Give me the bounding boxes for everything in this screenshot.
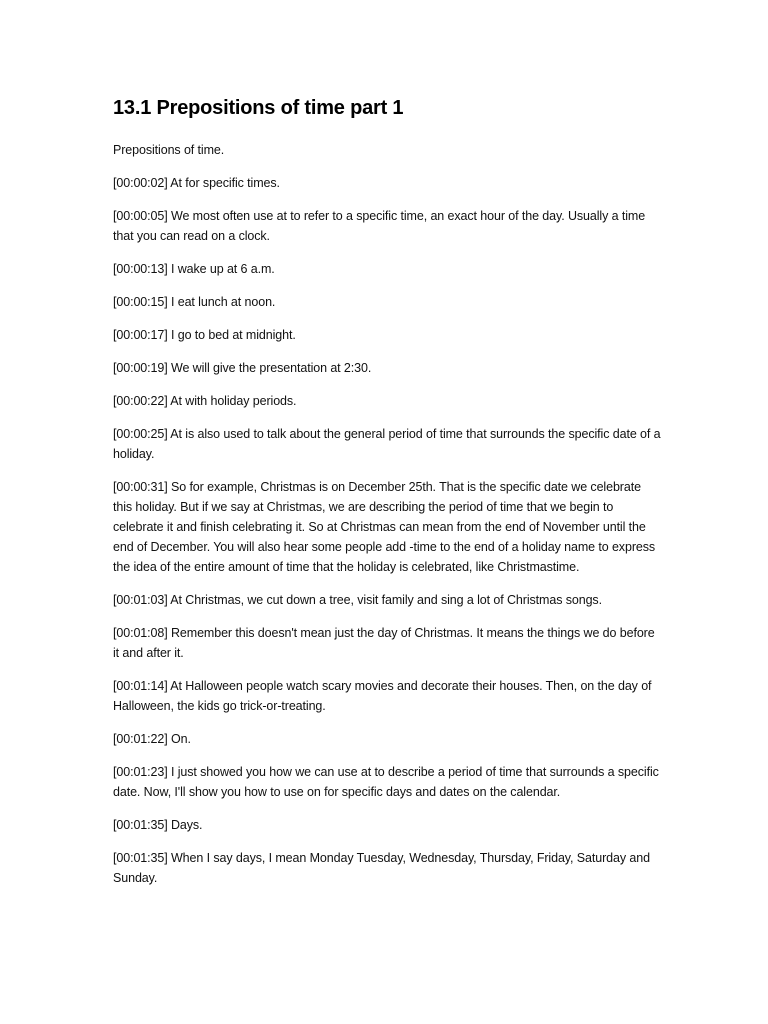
paragraph: [00:01:22] On. bbox=[113, 732, 191, 746]
paragraph: [00:00:25] At is also used to talk about the general period of time that surrounds the specific date of a holiday. bbox=[113, 427, 661, 461]
document-page bbox=[113, 94, 661, 901]
page-title: 13.1 Prepositions of time part 1 bbox=[113, 97, 404, 119]
paragraph: [00:00:02] At for specific times. bbox=[113, 176, 280, 190]
paragraph: [00:01:23] I just showed you how we can use at to describe a period of time that surrounds a specific date. Now, I'll show you how to use on for specific days and dates on the calendar. bbox=[113, 765, 659, 799]
paragraph: [00:00:22] At with holiday periods. bbox=[113, 394, 297, 408]
paragraph: [00:00:05] We most often use at to refer to a specific time, an exact hour of the day. Usually a time that you can read on a clock. bbox=[113, 209, 646, 243]
paragraph: [00:01:03] At Christmas, we cut down a tree, visit family and sing a lot of Christmas songs. bbox=[113, 593, 602, 607]
paragraph: [00:00:17] I go to bed at midnight. bbox=[113, 328, 296, 342]
paragraph: [00:01:35] Days. bbox=[113, 818, 203, 832]
paragraph: [00:00:15] I eat lunch at noon. bbox=[113, 295, 276, 309]
paragraph: [00:00:31] So for example, Christmas is on December 25th. That is the specific date we celebrate this holiday. But if we say at Christmas, we are describing the period of time that we begin to celebrate it and finish celebrating it. So at Christmas can mean from the end of November until the end of December. You will also hear some people add -time to the end of a holiday name to express the idea of the entire amount of time that the holiday is celebrated, like Christmastime. bbox=[113, 480, 656, 574]
paragraph: [00:01:14] At Halloween people watch scary movies and decorate their houses. Then, on the day of Halloween, the kids go trick-or-treating. bbox=[113, 679, 652, 713]
paragraph: Prepositions of time. bbox=[113, 143, 225, 157]
paragraph: [00:00:13] I wake up at 6 a.m. bbox=[113, 262, 275, 276]
paragraph: [00:00:19] We will give the presentation at 2:30. bbox=[113, 361, 372, 375]
paragraph: [00:01:08] Remember this doesn't mean just the day of Christmas. It means the things we do before it and after it. bbox=[113, 626, 655, 660]
paragraph: [00:01:35] When I say days, I mean Monday Tuesday, Wednesday, Thursday, Friday, Saturday and Sunday. bbox=[113, 851, 650, 885]
